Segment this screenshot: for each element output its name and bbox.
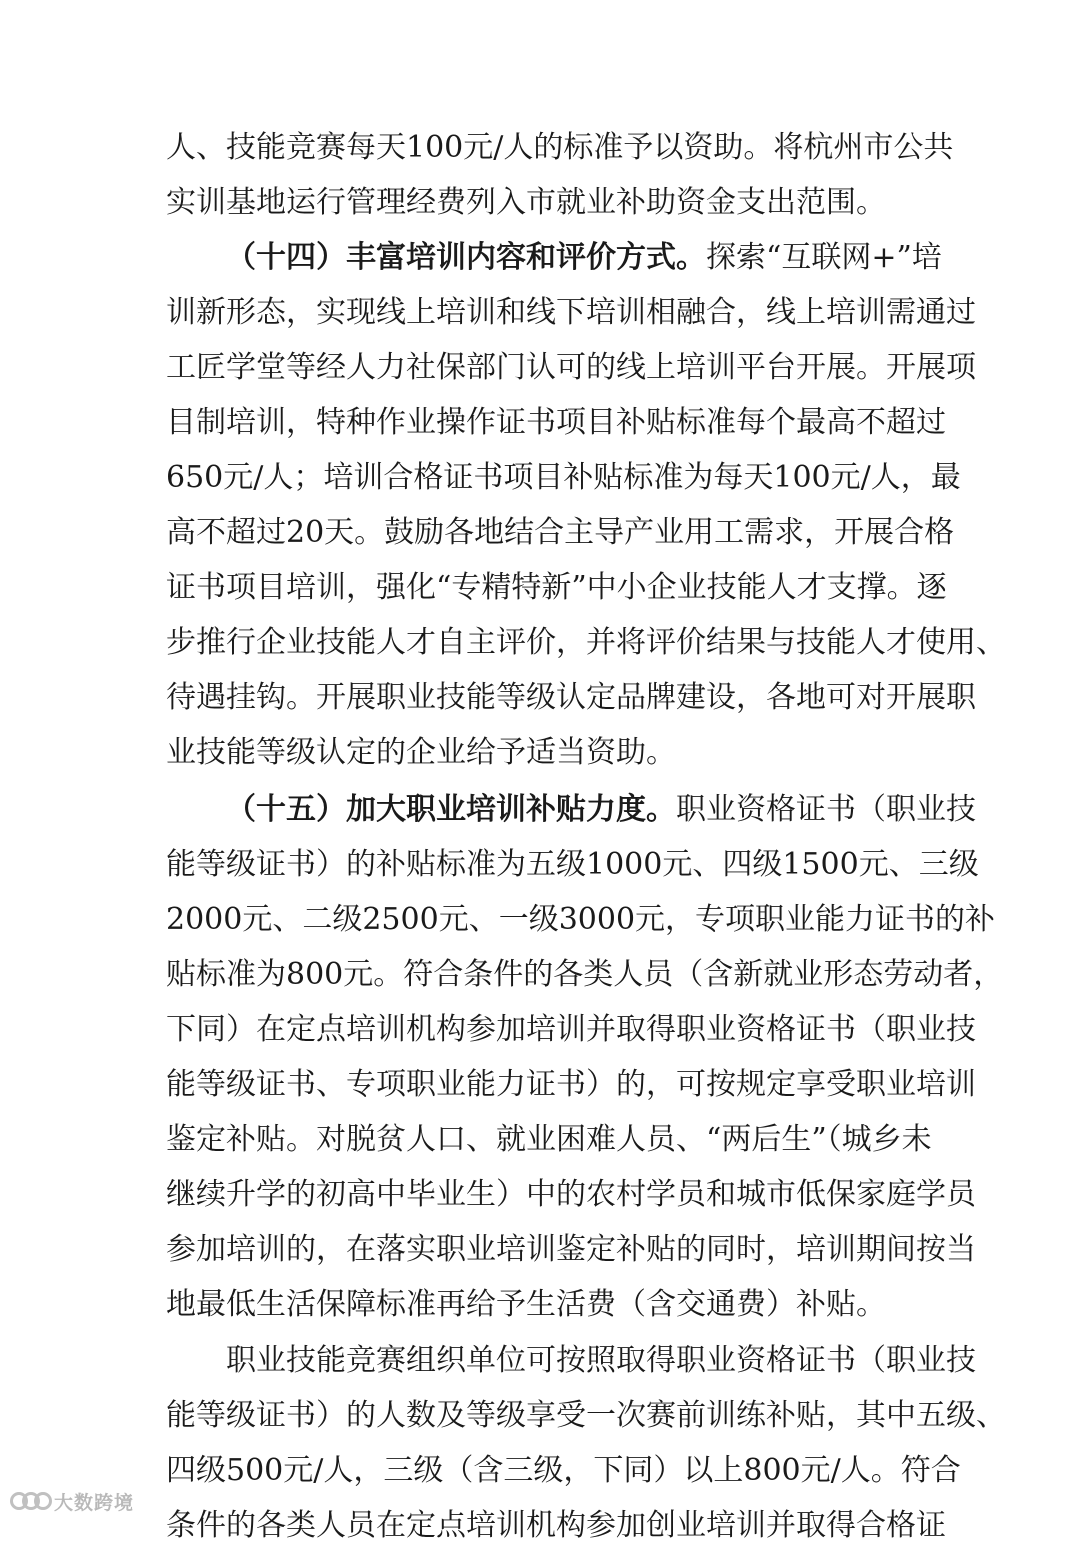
text-line: 能等级证书）的补贴标准为五级1000元、四级1500元、三级	[166, 847, 979, 882]
section-heading-line	[226, 238, 942, 278]
text-line: 职业技能竞赛组织单位可按照取得职业资格证书（职业技	[226, 1343, 976, 1378]
text-line: 高不超过20天。鼓励各地结合主导产业用工需求，开展合格	[166, 515, 955, 550]
text-line: 鉴定补贴。对脱贫人口、就业困难人员、“两后生”（城乡未	[166, 1122, 932, 1157]
text-line: 贴标准为800元。符合条件的各类人员（含新就业形态劳动者，	[166, 957, 1004, 992]
watermark	[8, 1486, 134, 1516]
text-run: 探索“互联网+”培	[706, 240, 942, 275]
text-run: 职业资格证书（职业技	[676, 792, 976, 827]
text-line: 人、技能竞赛每天100元/人的标准予以资助。将杭州市公共	[166, 130, 954, 165]
text-line: 业技能等级认定的企业给予适当资助。	[166, 735, 676, 770]
text-line: 步推行企业技能人才自主评价，并将评价结果与技能人才使用、	[166, 625, 1006, 660]
section-heading-14: （十四）丰富培训内容和评价方式。	[226, 240, 706, 275]
section-heading-15: （十五）加大职业培训补贴力度。	[226, 792, 676, 827]
watermark-text: 大数跨境	[54, 1491, 135, 1514]
text-line: 能等级证书、专项职业能力证书）的，可按规定享受职业培训	[166, 1067, 976, 1102]
text-line: 2000元、二级2500元、一级3000元，专项职业能力证书的补	[166, 902, 996, 937]
text-line: 地最低生活保障标准再给予生活费（含交通费）补贴。	[166, 1287, 886, 1322]
text-line: 训新形态，实现线上培训和线下培训相融合，线上培训需通过	[166, 295, 976, 330]
section-heading-line	[226, 790, 976, 830]
text-line: 工匠学堂等经人力社保部门认可的线上培训平台开展。开展项	[166, 350, 976, 385]
text-line: 证书项目培训，强化“专精特新”中小企业技能人才支撑。逐	[166, 570, 947, 605]
text-line: 实训基地运行管理经费列入市就业补助资金支出范围。	[166, 185, 886, 220]
text-line: 能等级证书）的人数及等级享受一次赛前训练补贴，其中五级、	[166, 1398, 1006, 1433]
text-line: 目制培训，特种作业操作证书项目补贴标准每个最高不超过	[166, 405, 946, 440]
text-line: 下同）在定点培训机构参加培训并取得职业资格证书（职业技	[166, 1012, 976, 1047]
text-line: 条件的各类人员在定点培训机构参加创业培训并取得合格证	[166, 1508, 946, 1543]
text-line: 650元/人；培训合格证书项目补贴标准为每天100元/人，最	[166, 460, 961, 495]
watermark-logo-icon	[8, 1489, 50, 1513]
text-line: 继续升学的初高中毕业生）中的农村学员和城市低保家庭学员	[166, 1177, 976, 1212]
text-line: 待遇挂钩。开展职业技能等级认定品牌建设，各地可对开展职	[166, 680, 976, 715]
text-line: 四级500元/人，三级（含三级，下同）以上800元/人。符合	[166, 1453, 961, 1488]
text-line: 参加培训的，在落实职业培训鉴定补贴的同时，培训期间按当	[166, 1232, 976, 1267]
